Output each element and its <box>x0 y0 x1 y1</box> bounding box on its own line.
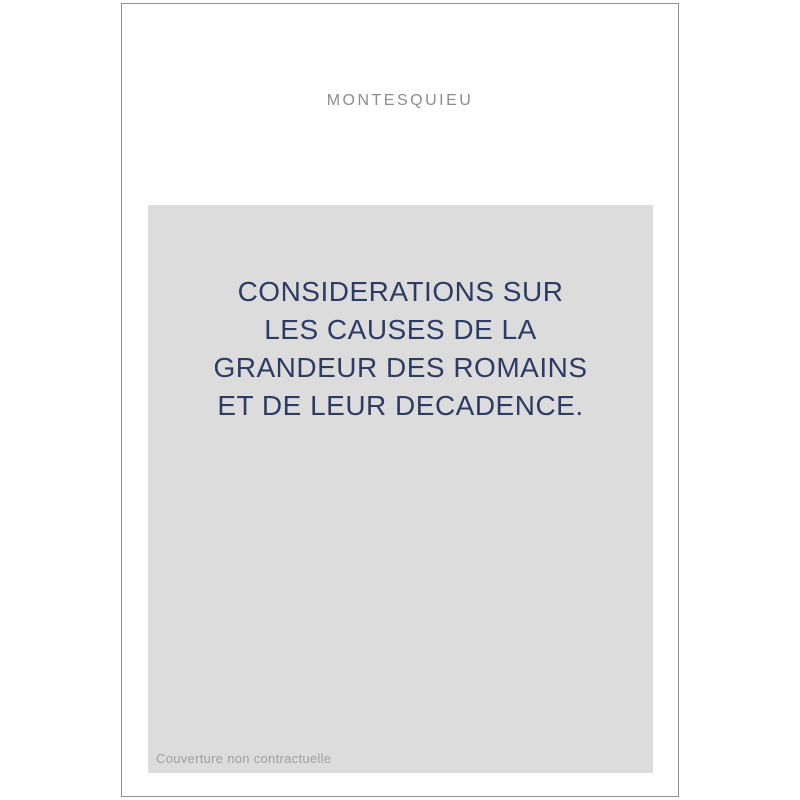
book-title-line: ET DE LEUR DECADENCE. <box>217 390 584 421</box>
book-title-line: GRANDEUR DES ROMAINS <box>213 352 588 383</box>
title-panel <box>148 205 653 773</box>
cover-disclaimer: Couverture non contractuelle <box>156 751 332 766</box>
book-title <box>148 273 653 425</box>
book-cover <box>121 3 679 797</box>
author-name: MONTESQUIEU <box>326 92 474 109</box>
book-title-line: LES CAUSES DE LA <box>264 314 537 345</box>
book-title-line: CONSIDERATIONS SUR <box>237 276 564 307</box>
